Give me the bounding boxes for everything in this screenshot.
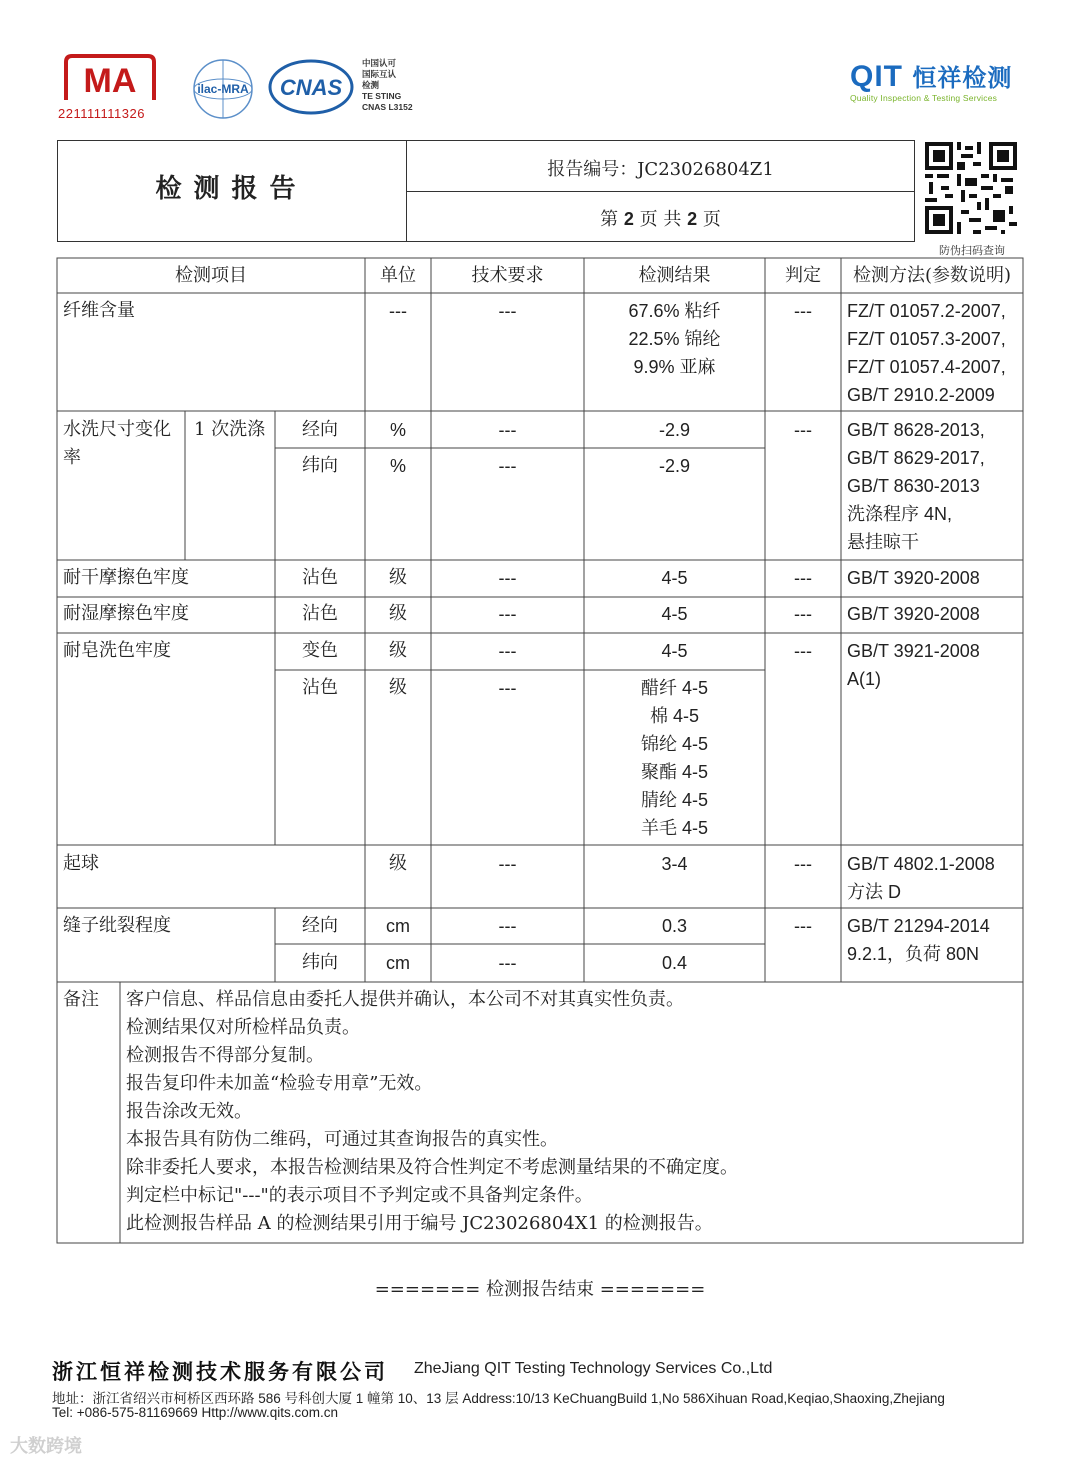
pilling-unit: 级 [389, 853, 407, 874]
seam-dir-warp: 经向 [302, 915, 338, 936]
seam-res-warp: 0.3 [661, 916, 688, 936]
remark-line: 除非委托人要求，本报告检测结果及符合性判定不考虑测量结果的不确定度。 [126, 1157, 738, 1178]
soap-stain-results: 醋纤 4-5 棉 4-5 锦纶 4-5 聚酯 4-5 腈纶 4-5 羊毛 4-5 [640, 678, 709, 838]
fiber-methods: FZ/T 01057.2-2007, FZ/T 01057.3-2007, FZ/T 01057.4-2007, GB/T 2910.2-2009 [847, 301, 1006, 405]
wash-dim-req-weft: --- [498, 456, 517, 476]
dry-rub-req: --- [498, 568, 517, 588]
wash-dim-methods: GB/T 8628-2013, GB/T 8629-2017, GB/T 8630-2013 洗涤程序 4N, 悬挂晾干 [847, 420, 985, 552]
remarks-text [126, 986, 1016, 1238]
fiber-item: 纤维含量 [63, 300, 135, 321]
svg-text:MA: MA [83, 62, 137, 100]
pilling-methods: GB/T 4802.1-2008 方法 D [847, 854, 995, 902]
wash-dim-cycles: 1 次洗涤 [194, 419, 266, 440]
soap-verdict: --- [794, 641, 812, 661]
report-title: 检测报告 [155, 174, 308, 204]
soap-sub-change: 变色 [302, 640, 338, 661]
header-result: 检测结果 [638, 265, 711, 286]
header-verdict: 判定 [785, 265, 821, 286]
wash-dim-unit-warp: % [389, 420, 406, 440]
pilling-res: 3-4 [661, 854, 688, 874]
fiber-unit: --- [389, 301, 407, 321]
report-end-marker: ======= 检测报告结束 ======= [374, 1279, 706, 1300]
seam-verdict: --- [794, 916, 812, 936]
dry-rub-res: 4-5 [661, 568, 688, 588]
soap-unit-stain: 级 [389, 677, 407, 698]
header-method: 检测方法(参数说明) [852, 265, 1012, 286]
soap-unit-change: 级 [389, 640, 407, 661]
seam-unit-weft: cm [386, 953, 410, 973]
page-info: 第 2 页 共 2 页 [600, 209, 721, 230]
dry-rub-method: GB/T 3920-2008 [847, 568, 980, 588]
wash-dim-item: 水洗尺寸变化 率 [63, 419, 171, 468]
watermark-text: 大数跨境 [10, 1436, 82, 1456]
pilling-item: 起球 [63, 853, 99, 874]
dry-rub-unit: 级 [389, 567, 407, 588]
soap-item: 耐皂洗色牢度 [63, 640, 171, 661]
footer-contact: Tel: +086-575-81169669 Http://www.qits.com.cn [52, 1405, 339, 1420]
remark-line: 报告复印件未加盖“检验专用章”无效。 [126, 1073, 433, 1094]
fiber-verdict: --- [794, 301, 812, 321]
soap-req-change: --- [498, 641, 517, 661]
wet-rub-unit: 级 [389, 603, 407, 624]
qit-brand-logo: QIT 恒祥检测 [850, 60, 1013, 93]
fiber-requirement: --- [498, 301, 517, 321]
remarks-label: 备注 [63, 989, 99, 1010]
dry-rub-sub: 沾色 [302, 567, 338, 588]
header-requirement: 技术要求 [471, 265, 544, 286]
pilling-verdict: --- [794, 854, 812, 874]
remark-line: 报告涂改无效。 [126, 1101, 252, 1122]
wet-rub-verdict: --- [794, 604, 812, 624]
wet-rub-res: 4-5 [661, 604, 688, 624]
soap-sub-stain: 沾色 [302, 677, 338, 698]
wash-dim-dir-weft: 纬向 [302, 455, 338, 476]
pilling-req: --- [498, 854, 517, 874]
cma-number: 221111111326 [58, 106, 145, 121]
dry-rub-verdict: --- [794, 568, 812, 588]
qr-label: 防伪扫码查询 [939, 244, 1005, 257]
cnas-info: 中国认可 国际互认 检测 TE STING CNAS L3152 [362, 58, 413, 112]
qit-tagline: Quality Inspection & Testing Services [850, 93, 998, 103]
wash-dim-res-weft: -2.9 [658, 456, 691, 476]
remark-line: 检测结果仅对所检样品负责。 [126, 1017, 360, 1038]
wash-dim-res-warp: -2.9 [658, 420, 691, 440]
remark-line: 此检测报告样品 A 的检测结果引用于编号 JC23026804X1 的检测报告。 [126, 1213, 713, 1234]
remark-line: 客户信息、样品信息由委托人提供并确认，本公司不对其真实性负责。 [126, 989, 684, 1010]
wash-dim-dir-warp: 经向 [302, 419, 338, 440]
footer-company-en: ZheJiang QIT Testing Technology Services Co.,Ltd [414, 1360, 773, 1377]
soap-req-stain: --- [498, 678, 517, 698]
seam-item: 缝子纰裂程度 [63, 915, 171, 936]
wash-dim-req-warp: --- [498, 420, 517, 440]
footer-address: 地址：浙江省绍兴市柯桥区西环路 586 号科创大厦 1 幢第 10、13 层 Address:10/13 KeChuangBuild 1,No 586Xihuan Road,Keqiao,Shaoxing,Zhejiang [52, 1391, 945, 1406]
header-unit: 单位 [380, 265, 416, 286]
header-item: 检测项目 [175, 265, 247, 286]
svg-text:CNAS: CNAS [279, 75, 343, 100]
remark-line: 检测报告不得部分复制。 [126, 1045, 324, 1066]
seam-req-warp: --- [498, 916, 517, 936]
seam-unit-warp: cm [386, 916, 410, 936]
wash-dim-unit-weft: % [389, 456, 406, 476]
seam-methods: GB/T 21294-2014 9.2.1，负荷 80N [847, 916, 990, 964]
soap-methods: GB/T 3921-2008 A(1) [847, 641, 980, 689]
wash-dim-verdict: --- [794, 420, 812, 440]
seam-res-weft: 0.4 [661, 953, 688, 973]
wet-rub-method: GB/T 3920-2008 [847, 604, 980, 624]
remark-line: 本报告具有防伪二维码，可通过其查询报告的真实性。 [126, 1129, 558, 1150]
footer-company-cn: 浙江恒祥检测技术服务有限公司 [52, 1359, 388, 1384]
report-number: 报告编号：JC23026804Z1 [547, 159, 774, 180]
wet-rub-sub: 沾色 [302, 603, 338, 624]
seam-req-weft: --- [498, 953, 517, 973]
remark-line: 判定栏中标记"---"的表示项目不予判定或不具备判定条件。 [126, 1185, 593, 1206]
wet-rub-req: --- [498, 604, 517, 624]
soap-res-change: 4-5 [661, 641, 688, 661]
dry-rub-item: 耐干摩擦色牢度 [63, 567, 189, 588]
seam-dir-weft: 纬向 [302, 952, 338, 973]
fiber-results: 67.6% 粘纤 22.5% 锦纶 9.9% 亚麻 [628, 301, 721, 377]
svg-text:ilac-MRA: ilac-MRA [197, 82, 249, 96]
wet-rub-item: 耐湿摩擦色牢度 [63, 603, 189, 624]
